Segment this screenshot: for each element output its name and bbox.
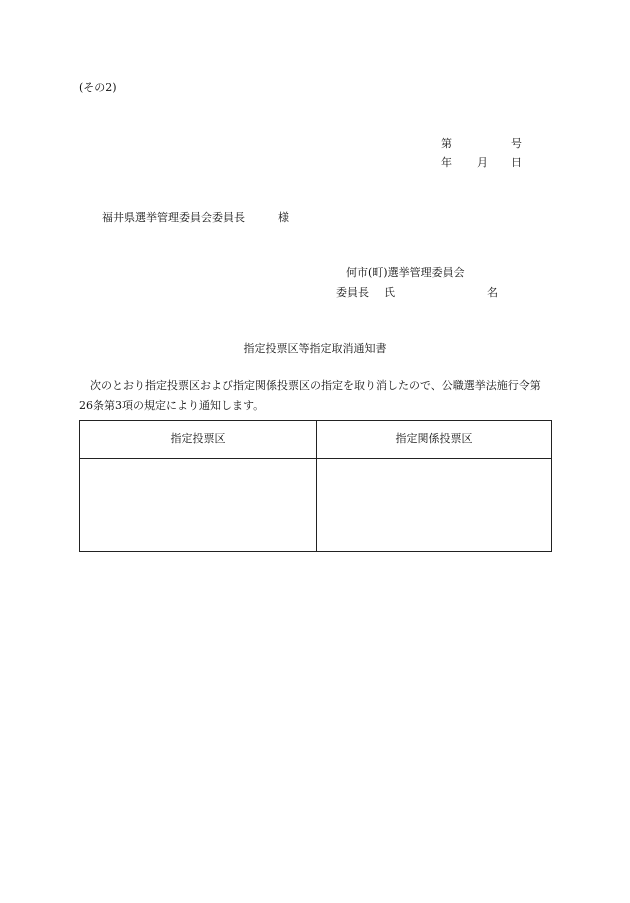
addressee-honorific: 様: [278, 211, 289, 224]
table-cell-related-district: [317, 459, 551, 551]
form-sub-label: (その2): [79, 81, 117, 94]
document-number-suffix: 号: [511, 137, 522, 150]
document-number-label: 第: [441, 137, 452, 150]
sender-name-prefix: 氏: [384, 286, 395, 299]
polling-district-table: [79, 420, 552, 552]
sender-organization: 何市(町)選挙管理委員会: [346, 266, 465, 279]
date-year-label: 年: [441, 156, 452, 169]
sender-name-suffix: 名: [487, 286, 498, 299]
table-header-related-district: 指定関係投票区: [395, 432, 473, 445]
table-cell-designated-district: [80, 459, 316, 551]
body-paragraph: 次のとおり指定投票区および指定関係投票区の指定を取り消したので、公職選挙法施行令第26条第3項の規定により通知します。: [79, 379, 541, 412]
table-header-designated-district: 指定投票区: [170, 432, 226, 445]
date-day-label: 日: [511, 156, 522, 169]
addressee-name: 福井県選挙管理委員会委員長: [102, 211, 245, 224]
document-title: 指定投票区等指定取消通知書: [243, 342, 387, 355]
date-month-label: 月: [477, 156, 488, 169]
sender-title: 委員長: [336, 286, 369, 299]
